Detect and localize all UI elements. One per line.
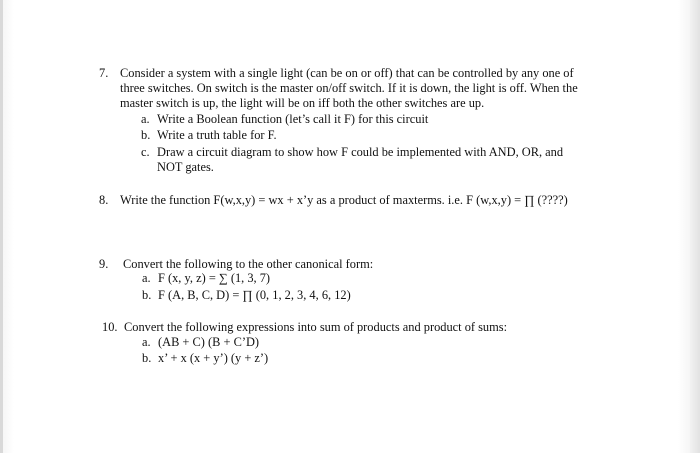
subpart-text: (AB + C) (B + C’D) [158, 335, 260, 349]
subpart-text-continued: NOT gates. [157, 160, 214, 174]
question-number: 9. [99, 257, 109, 271]
question-text-line: three switches. On switch is the master on/off switch. If it is down, the light is off. When the [120, 81, 578, 95]
subpart-label: a. [142, 335, 151, 349]
subpart-text: Write a truth table for F. [157, 128, 277, 142]
question-text-line: Convert the following to the other canonical form: [123, 257, 374, 271]
subpart-label: a. [141, 112, 150, 126]
subpart-label: b. [142, 288, 152, 302]
question-number: 7. [99, 66, 109, 80]
question-number: 8. [99, 193, 109, 207]
subpart-label: b. [142, 351, 152, 365]
page-right-edge [690, 0, 700, 453]
question-text-line: master switch is up, the light will be on iff both the other switches are up. [120, 96, 485, 110]
page-left-edge [0, 0, 3, 453]
question-text-line: Convert the following expressions into sum of products and product of sums: [124, 320, 508, 334]
question-text-line: Write the function F(w,x,y) = wx + x’y as a product of maxterms. i.e. F (w,x,y) = ∏ (????) [120, 193, 568, 207]
subpart-text: x’ + x (x + y’) (y + z’) [158, 351, 269, 365]
subpart-label: c. [141, 145, 150, 159]
subpart-text: F (A, B, C, D) = ∏ (0, 1, 2, 3, 4, 6, 12) [158, 288, 351, 302]
subpart-label: b. [141, 128, 151, 142]
question-number: 10. [102, 320, 118, 334]
subpart-label: a. [142, 271, 151, 285]
subpart-text: Write a Boolean function (let’s call it F) for this circuit [157, 112, 429, 126]
question-text-line: Consider a system with a single light (can be on or off) that can be controlled by any one of [120, 66, 574, 80]
subpart-text: Draw a circuit diagram to show how F could be implemented with AND, OR, and [157, 145, 564, 159]
subpart-text: F (x, y, z) = ∑ (1, 3, 7) [158, 271, 271, 285]
